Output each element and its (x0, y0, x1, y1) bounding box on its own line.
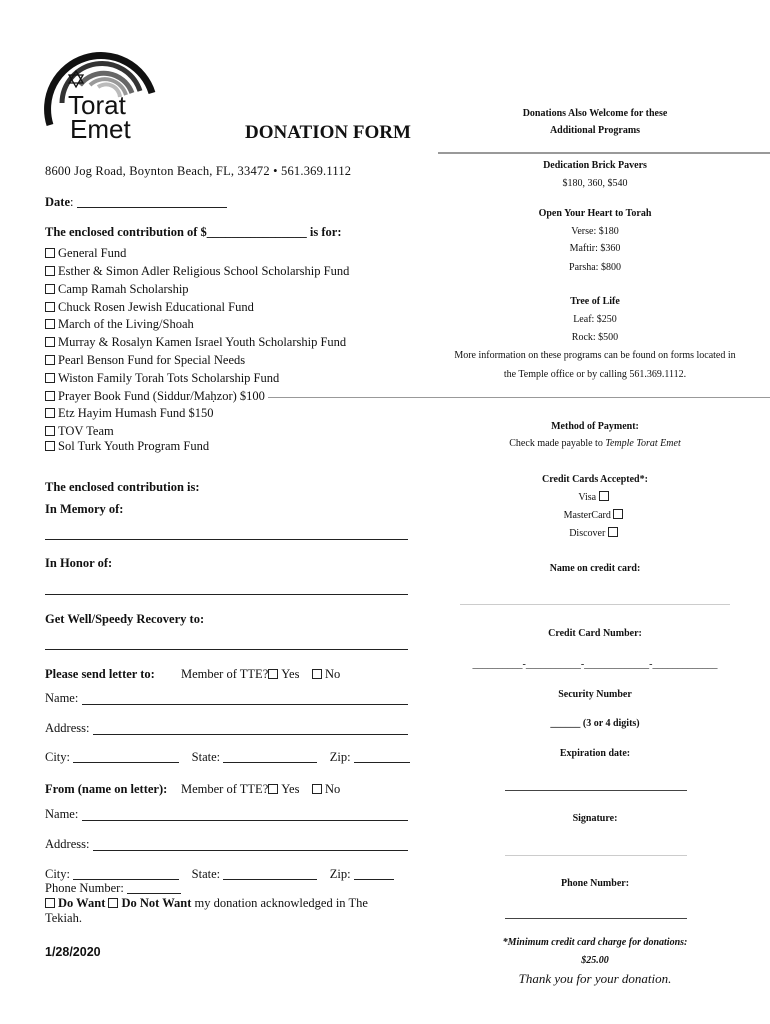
from-name-field[interactable] (82, 820, 408, 821)
fund-item[interactable] (45, 335, 346, 350)
fund-item[interactable] (45, 246, 126, 261)
do-not-want-label: Do Not Want (121, 896, 192, 910)
signature-label: Signature: (572, 813, 618, 824)
checkbox[interactable] (45, 441, 55, 451)
mastercard-checkbox[interactable] (613, 509, 623, 519)
name-on-card-field[interactable] (460, 604, 730, 605)
card-number-field[interactable]: __________-___________-_____________-_____________ (472, 659, 718, 670)
zip-label: Zip: (329, 750, 351, 764)
state-field[interactable] (223, 869, 317, 880)
checkbox[interactable] (45, 319, 55, 329)
in-memory-label: In Memory of: (45, 502, 124, 516)
from-member-question (181, 782, 340, 797)
check-line (420, 438, 770, 449)
fund-label: Chuck Rosen Jewish Educational Fund (58, 300, 254, 314)
date-label: Date (45, 195, 70, 209)
name-on-card-label: Name on credit card: (549, 563, 641, 574)
fund-label: March of the Living/Shoah (58, 317, 194, 331)
do-want-label: Do Want (58, 896, 106, 910)
zip-label: Zip: (329, 867, 351, 881)
member-label: Member of TTE? (181, 667, 269, 681)
checkbox[interactable] (45, 355, 55, 365)
visa-label: Visa (578, 492, 597, 503)
checkbox[interactable] (45, 426, 55, 436)
from-address-field[interactable] (93, 850, 408, 851)
checkbox[interactable] (45, 302, 55, 312)
address-field[interactable] (93, 734, 408, 735)
discover-label: Discover (569, 528, 606, 539)
yes-checkbox[interactable] (268, 669, 278, 679)
check-payee: Temple Torat Emet (605, 438, 681, 449)
discover-option[interactable] (420, 527, 770, 539)
security-label: Security Number (558, 689, 632, 700)
fund-item[interactable] (45, 317, 194, 332)
acknowledge-text: my donation acknowledged in The Tekiah. (45, 896, 368, 925)
expiration-field[interactable] (505, 790, 687, 791)
cards-title: Credit Cards Accepted*: (542, 474, 648, 485)
state-label: State: (191, 867, 221, 881)
phone-field[interactable] (127, 883, 181, 894)
no-label: No (324, 782, 341, 796)
more-info-line1: More information on these programs can be found on forms located in (454, 350, 736, 361)
name-label: Name: (45, 691, 79, 705)
brick-title: Dedication Brick Pavers (543, 160, 647, 171)
state-field[interactable] (223, 752, 317, 763)
tree-title: Tree of Life (570, 296, 620, 307)
tree-leaf: Leaf: $250 (573, 314, 617, 325)
fund-item[interactable] (45, 371, 279, 386)
divider-top (438, 152, 770, 154)
security-field[interactable]: ______ (3 or 4 digits) (550, 718, 640, 729)
in-memory-field[interactable] (45, 539, 408, 540)
city-label: City: (45, 750, 71, 764)
city-label: City: (45, 867, 71, 881)
visa-checkbox[interactable] (599, 491, 609, 501)
also-welcome-line2: Additional Programs (549, 125, 641, 136)
fund-label: Pearl Benson Fund for Special Needs (58, 353, 246, 367)
discover-checkbox[interactable] (608, 527, 618, 537)
check-text: Check made payable to (509, 438, 603, 449)
address-line: 8600 Jog Road, Boynton Beach, FL, 33472 • 561.369.1112 (45, 164, 352, 178)
brick-prices: $180, 360, $540 (562, 178, 628, 189)
yes-label: Yes (281, 667, 300, 681)
payment-title: Method of Payment: (551, 421, 639, 432)
form-title: DONATION FORM (245, 122, 411, 143)
city-row (45, 750, 415, 765)
yes-checkbox[interactable] (268, 784, 278, 794)
do-want-checkbox[interactable] (45, 898, 55, 908)
yes-label: Yes (281, 782, 300, 796)
divider-middle (268, 397, 770, 398)
phone-label-right: Phone Number: (560, 878, 630, 889)
fund-item[interactable] (45, 353, 245, 368)
name-field[interactable] (82, 704, 408, 705)
logo-text-torat: Torat (68, 90, 126, 120)
heart-parsha: Parsha: $800 (569, 262, 621, 273)
fund-item[interactable] (45, 300, 254, 315)
from-city-row (45, 867, 415, 882)
member-question (181, 667, 340, 682)
checkbox[interactable] (45, 391, 55, 401)
state-label: State: (191, 750, 221, 764)
fund-label: Etz Hayim Humash Fund $150 (58, 406, 214, 420)
contribution-is-heading: The enclosed contribution is: (45, 480, 200, 494)
heart-maftir: Maftir: $360 (569, 243, 621, 254)
checkbox[interactable] (45, 337, 55, 347)
member-label: Member of TTE? (181, 782, 269, 796)
fund-item[interactable] (45, 264, 349, 279)
minimum-line1: *Minimum credit card charge for donations: (502, 937, 688, 948)
phone-row (45, 881, 181, 896)
address-label: Address: (45, 721, 90, 735)
checkbox[interactable] (45, 373, 55, 383)
zip-field[interactable] (354, 752, 410, 763)
no-checkbox[interactable] (312, 784, 322, 794)
in-honor-label: In Honor of: (45, 556, 113, 570)
from-name-label: Name: (45, 807, 79, 821)
heart-title: Open Your Heart to Torah (538, 208, 652, 219)
get-well-field[interactable] (45, 649, 408, 650)
card-number-label: Credit Card Number: (548, 628, 642, 639)
fund-item[interactable] (45, 282, 189, 297)
tree-rock: Rock: $500 (571, 332, 619, 343)
minimum-line2: $25.00 (581, 955, 609, 966)
fund-label: General Fund (58, 246, 127, 260)
more-info-line2: the Temple office or by calling 561.369.1112. (503, 369, 687, 380)
fund-label: Murray & Rosalyn Kamen Israel Youth Scholarship Fund (58, 335, 347, 349)
phone-label: Phone Number: (45, 881, 124, 895)
checkbox[interactable] (45, 248, 55, 258)
checkbox[interactable] (45, 284, 55, 294)
city-field[interactable] (73, 869, 179, 880)
contribution-for-heading: The enclosed contribution of $________________ is for: (45, 225, 342, 239)
fund-item[interactable] (45, 406, 214, 421)
expiration-label: Expiration date: (559, 748, 631, 759)
from-address-label: Address: (45, 837, 90, 851)
logo (40, 45, 160, 145)
thank-you: Thank you for your donation. (518, 971, 672, 986)
fund-label: TOV Team (58, 424, 114, 438)
checkbox[interactable] (45, 266, 55, 276)
heart-verse: Verse: $180 (571, 226, 619, 237)
signature-field[interactable] (505, 855, 687, 856)
acknowledge-row (45, 896, 390, 926)
phone-field-right[interactable] (505, 918, 687, 919)
fund-item[interactable] (45, 439, 209, 454)
footer-date: 1/28/2020 (45, 945, 101, 959)
date-field[interactable]: Date: (45, 195, 227, 210)
in-honor-field[interactable] (45, 594, 408, 595)
mastercard-label: MasterCard (563, 510, 611, 521)
from-label: From (name on letter): (45, 782, 168, 796)
checkbox[interactable] (45, 408, 55, 418)
send-letter-label: Please send letter to: (45, 667, 155, 681)
also-welcome-line1: Donations Also Welcome for these (522, 108, 668, 119)
visa-option[interactable] (420, 491, 770, 503)
fund-label: Sol Turk Youth Program Fund (58, 439, 210, 453)
fund-label: Camp Ramah Scholarship (58, 282, 189, 296)
logo-text-emet: Emet (70, 114, 131, 144)
fund-item[interactable] (45, 389, 265, 404)
get-well-label: Get Well/Speedy Recovery to: (45, 612, 205, 626)
fund-item[interactable] (45, 424, 114, 439)
do-not-want-checkbox[interactable] (108, 898, 118, 908)
mastercard-option[interactable] (420, 509, 770, 521)
city-field[interactable] (73, 752, 179, 763)
zip-field[interactable] (354, 869, 394, 880)
no-checkbox[interactable] (312, 669, 322, 679)
fund-label: Prayer Book Fund (Siddur/Maḥzor) $100 (58, 389, 265, 403)
no-label: No (324, 667, 341, 681)
fund-label: Esther & Simon Adler Religious School Scholarship Fund (58, 264, 350, 278)
fund-label: Wiston Family Torah Tots Scholarship Fund (58, 371, 280, 385)
